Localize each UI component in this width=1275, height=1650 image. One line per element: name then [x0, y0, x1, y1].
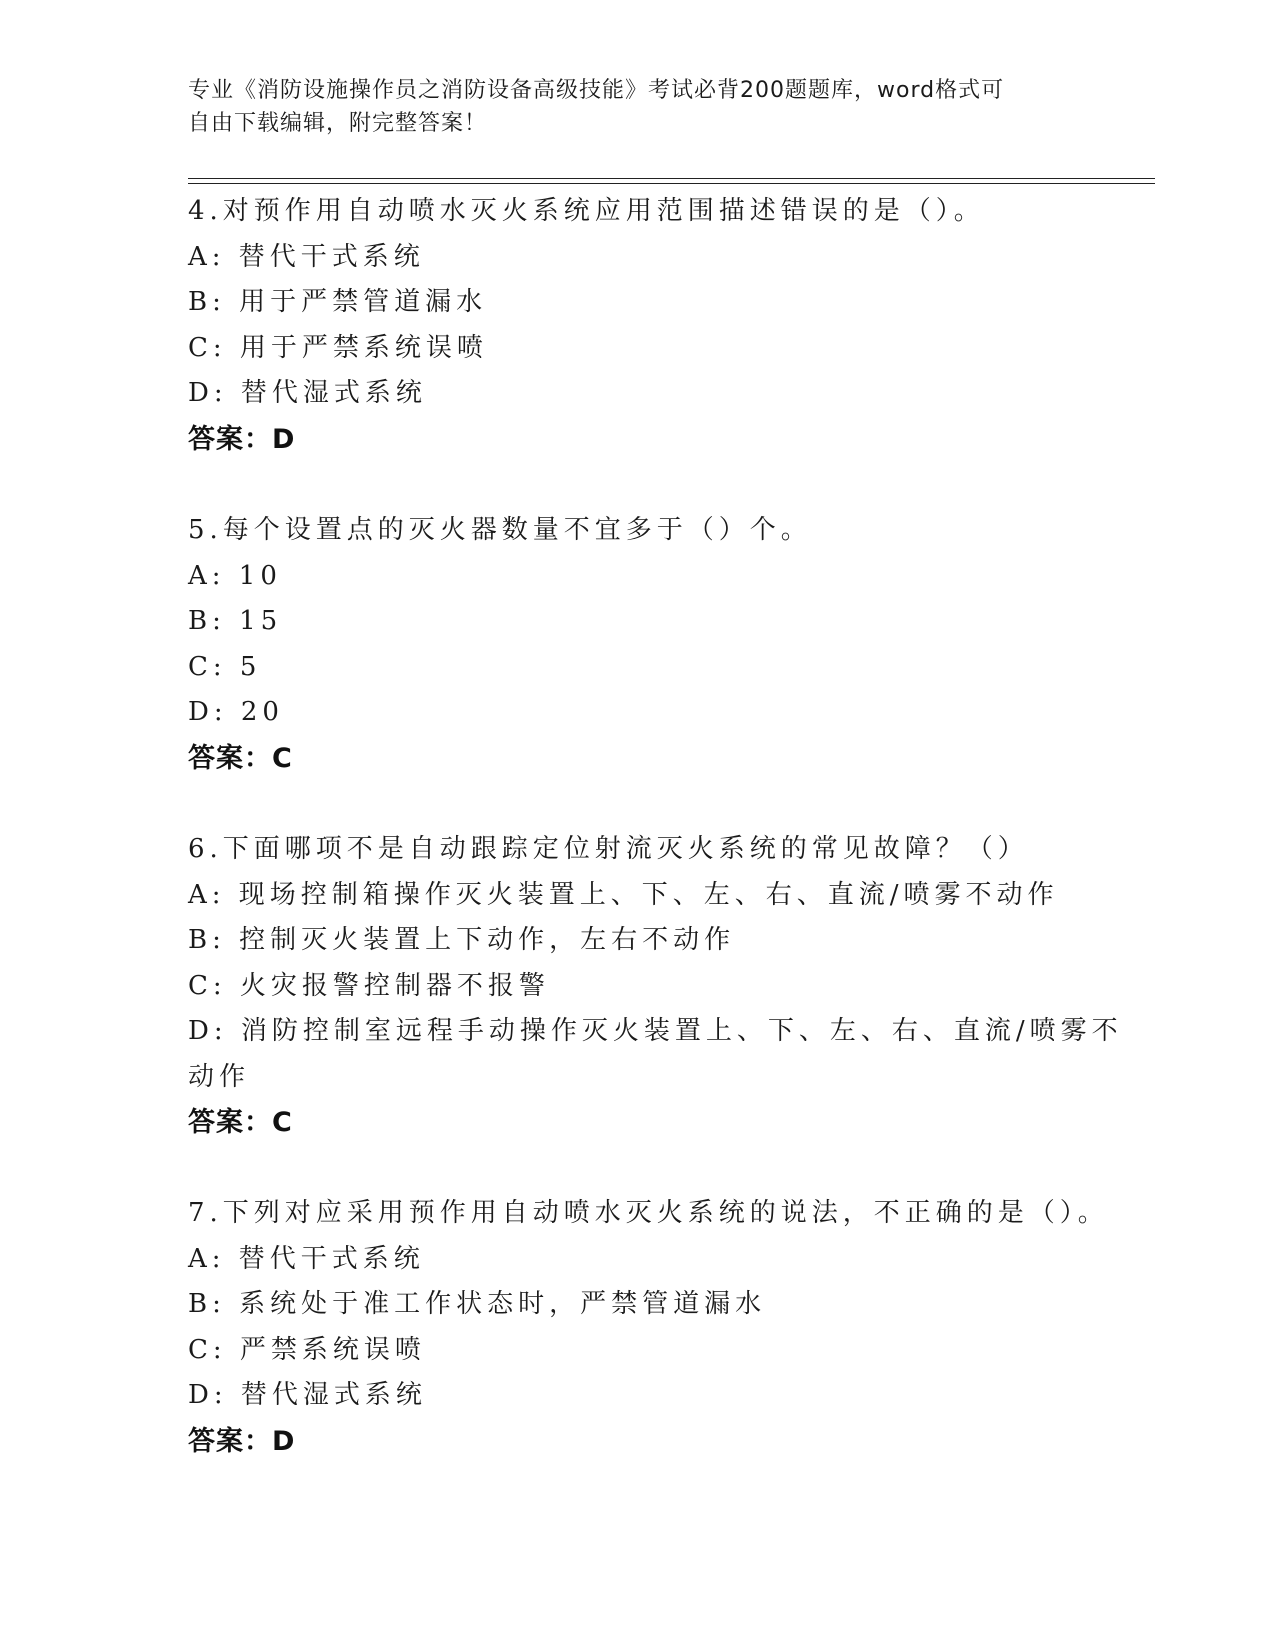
option-b: B: 系统处于准工作状态时，严禁管道漏水: [188, 1289, 767, 1319]
option-d: D: 消防控制室远程手动操作灭火装置上、下、左、右、直流/喷雾不: [188, 1016, 1123, 1046]
option-d: D: 20: [188, 697, 284, 727]
option-b: B: 15: [188, 606, 283, 636]
question-block-5: [188, 508, 1088, 781]
header-line-2: 自由下载编辑，附完整答案！: [188, 111, 488, 136]
option-d-continued: 动作: [188, 1061, 251, 1092]
option-c: C: 火灾报警控制器不报警: [188, 970, 550, 1001]
question-block-4: [188, 189, 1088, 462]
question-block-6: [188, 827, 1123, 1145]
option-a: A: 10: [188, 560, 282, 591]
header-line-1: 专业《消防设施操作员之消防设备高级技能》考试必背200题题库，word格式可: [188, 78, 1005, 103]
question-stem: 7.下列对应采用预作用自动喷水灭火系统的说法，不正确的是（）。: [188, 1198, 1109, 1228]
question-stem: 4.对预作用自动喷水灭火系统应用范围描述错误的是（）。: [188, 196, 985, 226]
header-divider-bottom: [188, 183, 1155, 184]
option-a: A: 现场控制箱操作灭火装置上、下、左、右、直流/喷雾不动作: [188, 879, 1059, 910]
option-c: C: 5: [188, 651, 262, 682]
option-b: B: 用于严禁管道漏水: [188, 287, 488, 317]
question-stem: 5.每个设置点的灭火器数量不宜多于（）个。: [188, 515, 812, 545]
option-b: B: 控制灭火装置上下动作，左右不动作: [188, 925, 736, 955]
question-block-7: [188, 1191, 1109, 1464]
answer-label: 答案：C: [188, 1107, 293, 1138]
answer-label: 答案：D: [188, 423, 296, 455]
option-d: D: 替代湿式系统: [188, 378, 427, 408]
option-c: C: 严禁系统误喷: [188, 1334, 426, 1365]
answer-label: 答案：D: [188, 1425, 296, 1457]
option-d: D: 替代湿式系统: [188, 1380, 427, 1410]
document-header: [188, 74, 1068, 140]
header-divider-top: [188, 178, 1155, 179]
option-a: A: 替代干式系统: [188, 241, 425, 272]
answer-label: 答案：C: [188, 742, 293, 774]
option-a: A: 替代干式系统: [188, 1243, 425, 1274]
question-stem: 6.下面哪项不是自动跟踪定位射流灭火系统的常见故障？（）: [188, 834, 1029, 864]
option-c: C: 用于严禁系统误喷: [188, 332, 488, 363]
